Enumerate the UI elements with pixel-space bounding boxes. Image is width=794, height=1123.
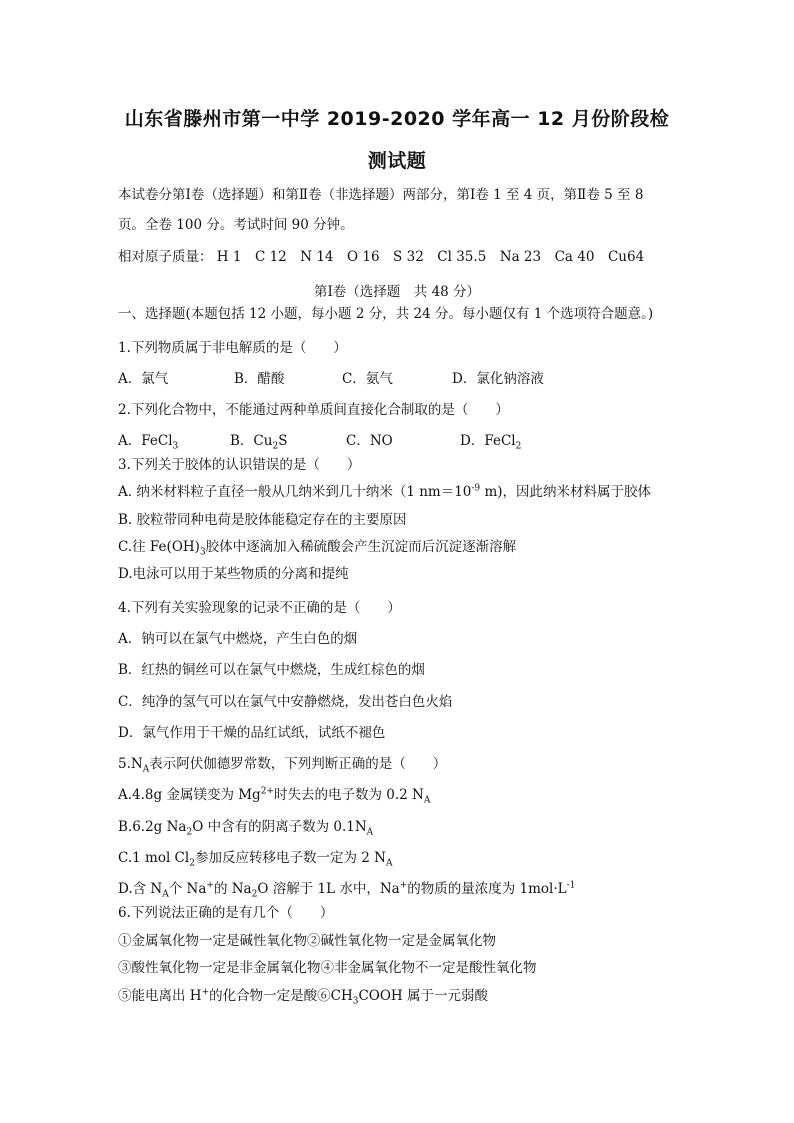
q5-option-d-sup3: -1 [566,880,576,891]
q3-option-a [118,483,651,501]
q5-stem-sub: A [142,764,150,775]
q2-options [118,432,521,450]
q3-option-c-sub: 3 [199,547,206,558]
q5-stem [118,755,446,773]
q5-option-d-sup1: + [206,880,214,891]
q5-option-c-sub2: A [385,858,393,869]
q5-option-c-text: C.1 mol Cl [118,850,190,866]
q5-option-d-sub1: A [162,889,169,900]
intro-line2: 页。全卷 100 分。考试时间 90 分钟。 [118,217,354,233]
q4-option-c: C．纯净的氢气可以在氯气中安静燃烧，发出苍白色火焰 [118,694,453,710]
q6-statements-3-sub: 3 [352,996,359,1007]
q5-option-a-mid: 时失去的电子数为 0.2 N [273,787,424,803]
q5-option-c [118,849,392,867]
q2-option-d [460,432,521,450]
q5-option-b-mid: O 中含有的阴离子数为 0.1N [192,819,367,835]
exam-title-line1: 山东省滕州市第一中学 2019-2020 学年高一 12 月份阶段检 [124,108,670,130]
q2-option-d-text: D．FeCl [460,433,516,449]
q5-option-a-sup: 2+ [260,786,274,797]
q3-stem: 3.下列关于胶体的认识错误的是（ ） [118,457,361,473]
q1-option-d: D．氯化钠溶液 [452,371,544,387]
q2-option-d-sub: 2 [515,441,522,452]
q6-stem: 6.下列说法正确的是有几个（ ） [118,905,334,921]
volume1-title: 第Ⅰ卷（选择题 共 48 分） [313,284,481,300]
q2-option-c: C．NO [346,433,393,449]
atomic-masses: 相对原子质量： H 1 C 12 N 14 O 16 S 32 Cl 35.5 Na 23 Ca 40 Cu64 [118,249,645,265]
q5-option-b [118,818,373,836]
q5-option-b-sub1: 2 [186,827,193,838]
q4-option-a: A．钠可以在氯气中燃烧，产生白色的烟 [118,631,358,647]
q3-option-c [118,538,516,556]
q5-stem-text: 5.N [118,756,143,772]
q6-statements-3-sup: + [201,987,210,998]
q2-option-b [230,432,346,450]
q6-statements-3-tail: COOH 属于一元弱酸 [358,988,488,1004]
q5-stem-tail: 表示阿伏伽德罗常数，下列判断正确的是（ ） [149,756,447,772]
q5-option-d-sub2: 2 [251,889,258,900]
q2-option-b-text: B．Cu [230,433,273,449]
q5-option-a-text: A.4.8g 金属镁变为 Mg [118,787,261,803]
q5-option-d-mid3: O 溶解于 1L 水中，Na [257,881,400,897]
q1-options [118,370,544,388]
q6-statements-3-text: ⑤能电离出 H [118,988,202,1004]
q5-option-b-sub2: A [366,827,374,838]
q3-option-c-text: C.往 Fe(OH) [118,539,200,555]
q3-option-a-text: A. 纳米材料粒子直径一般从几纳米到几十纳米（1 nm＝10 [118,484,472,500]
q2-stem: 2.下列化合物中，不能通过两种单质间直接化合制取的是（ ） [118,402,509,418]
q3-option-d: D.电泳可以用于某些物质的分离和提纯 [118,566,349,582]
q5-option-c-mid: 参加反应转移电子数一定为 2 N [194,850,386,866]
q2-option-a [118,432,230,450]
q4-option-d: D．氯气作用于干燥的品红试纸，试纸不褪色 [118,725,386,741]
q5-option-d-mid2: 的 Na [213,881,252,897]
q1-option-b: B．醋酸 [234,371,285,387]
q5-option-d-mid1: 个 Na [168,881,207,897]
q6-statements-3-mid: 的化合物一定是酸⑥CH [209,988,353,1004]
q5-option-d-mid4: 的物质的量浓度为 1mol·L [407,881,567,897]
q3-option-b: B. 胶粒带同种电荷是胶体能稳定存在的主要原因 [118,512,407,528]
q3-option-c-tail: 胶体中逐滴加入稀硫酸会产生沉淀而后沉淀逐渐溶解 [205,539,517,555]
q4-stem: 4.下列有关实验现象的记录不正确的是（ ） [118,600,401,616]
q1-option-a: A．氯气 [118,371,169,387]
intro-line1: 本试卷分第Ⅰ卷（选择题）和第Ⅱ卷（非选择题）两部分，第Ⅰ卷 1 至 4 页，第Ⅱ卷 5 至 8 [118,187,644,203]
q5-option-a [118,786,430,804]
q5-option-d [118,880,575,898]
q5-option-b-text: B.6.2g Na [118,819,187,835]
q4-option-b: B．红热的铜丝可以在氯气中燃烧，生成红棕色的烟 [118,662,425,678]
q6-statements-2: ③酸性氧化物一定是非金属氧化物④非金属氧化物不一定是酸性氧化物 [118,960,537,976]
q3-option-a-sup: -9 [471,483,481,494]
q1-option-c: C．氨气 [342,371,393,387]
exam-title-line2: 测试题 [367,150,427,172]
q2-option-b-sub: 2 [272,441,279,452]
q5-option-a-sub: A [423,795,431,806]
q1-stem: 1.下列物质属于非电解质的是（ ） [118,340,347,356]
q5-option-d-text: D.含 N [118,881,163,897]
q6-statements-3 [118,987,488,1005]
q3-option-a-tail: m)，因此纳米材料属于胶体 [480,484,652,500]
q2-option-a-text: A．FeCl [118,433,173,449]
section1-heading: 一、选择题(本题包括 12 小题，每小题 2 分，共 24 分。每小题仅有 1 个选项符合题意。) [118,306,654,322]
q6-statements-1: ①金属氧化物一定是碱性氧化物②碱性氧化物一定是金属氧化物 [118,933,496,949]
q2-option-b-tail: S [278,433,288,449]
q2-option-a-sub: 3 [172,441,179,452]
q5-option-c-sub1: 2 [189,858,195,869]
q5-option-d-sup2: + [399,880,408,891]
